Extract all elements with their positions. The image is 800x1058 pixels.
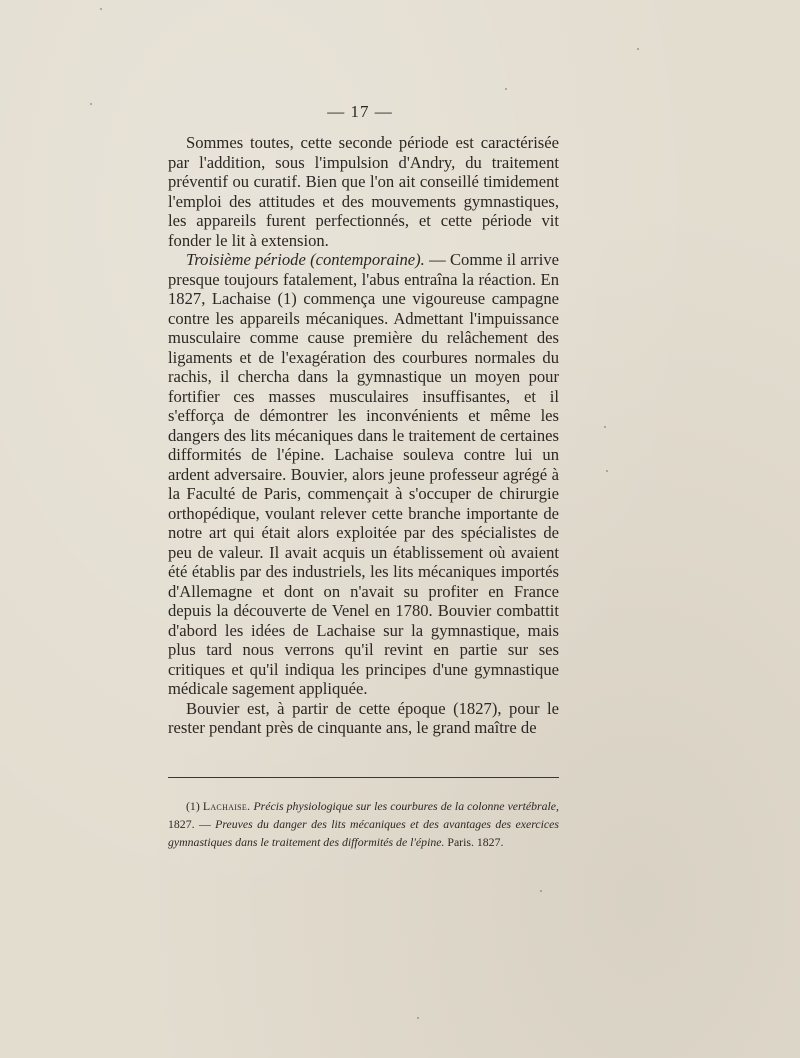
footnote-title-2: Preuves du danger des lits mécaniques et des avantages des exercices gymnastiques dans le traitement des difformités de l'épine. <box>168 817 559 849</box>
paragraph-1: Sommes toutes, cette seconde période est caractérisée par l'addition, sous l'impulsion d'Andry, du traitement préventif ou curatif. Bien que l'on ait conseillé timidement l'emploi des attitudes et des mouvements gymnastiques, les appareils furent perfectionnés, et cette période vit fonder le lit à extension. <box>168 133 559 250</box>
paragraph-2-text: — Comme il arrive presque toujours fatalement, l'abus entraîna la réaction. En 1827, Lachaise (1) commença une vigoureuse campagne contre les appareils mécaniques. Admettant l'impuissance musculaire comme cause première du relâchement des ligaments et de l'exagération des courbures normales du rachis, il chercha dans la gymnastique un moyen pour fortifier ces masses musculaires insuffisantes, et il s'efforça de démontrer les inconvénients et même les dangers des lits mécaniques dans le traitement de certaines difformités de l'épine. Lachaise souleva contre lui un ardent adversaire. Bouvier, alors jeune professeur agrégé à la Faculté de Paris, commençait à s'occuper de chirurgie orthopédique, voulant relever cette branche importante de notre art qui était alors exploitée par des spécialistes de peu de valeur. Il avait acquis un établissement où avaient été établis par des industriels, les lits mécaniques importés d'Allemagne et dont on n'avait su profiter en France depuis la découverte de Venel en 1780. Bouvier combattit d'abord les idées de Lachaise sur la gymnastique, mais plus tard nous verrons qu'il revint en partie sur ses critiques et qu'il indiqua les principes d'une gymnastique médicale sagement appliquée. <box>168 250 559 698</box>
page-number: — 17 — <box>327 102 393 121</box>
paragraph-3: Bouvier est, à partir de cette époque (1827), pour le rester pendant près de cinquante ans, le grand maître de <box>168 698 559 737</box>
footnote-text <box>168 797 559 851</box>
main-text <box>168 133 559 738</box>
paper-speck <box>505 88 507 90</box>
footnote-year-1: 1827. — <box>168 817 216 831</box>
paper-speck <box>606 470 608 472</box>
footnote <box>168 797 559 851</box>
paper-speck <box>100 8 102 10</box>
paper-speck <box>637 48 639 50</box>
footnote-rule <box>168 777 559 778</box>
footnote-place: Paris. 1827. <box>444 835 504 849</box>
paper-speck <box>417 1017 419 1019</box>
paper-speck <box>540 890 542 892</box>
section-heading: Troisième période (contemporaine). <box>186 250 425 269</box>
footnote-author: Lachaise. <box>202 799 251 813</box>
footnote-title-1: Précis physiologique sur les courbures de la colonne vertébrale, <box>253 799 559 813</box>
footnote-marker: (1) <box>186 799 200 813</box>
paper-speck <box>90 103 92 105</box>
paper-speck <box>604 426 606 428</box>
paragraph-2 <box>168 250 559 699</box>
